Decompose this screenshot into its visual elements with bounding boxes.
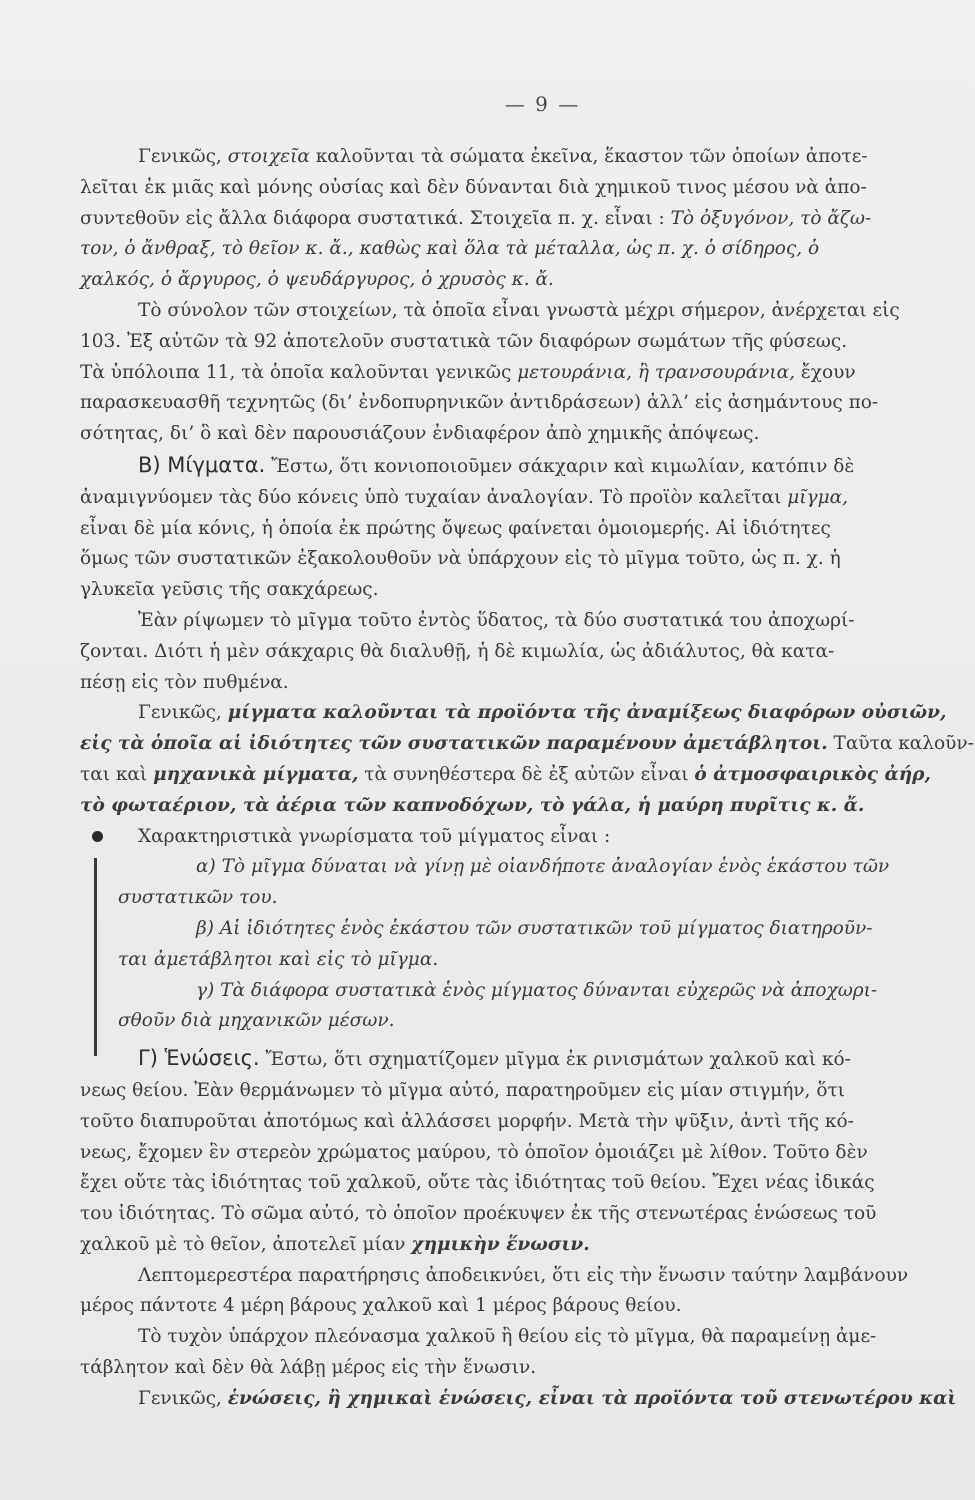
text-line: ται καὶ μηχανικὰ μίγματα, τὰ συνηθέστερα δὲ ἐξ αὐτῶν εἶναι ὁ ἀτμοσφαιρικὸς ἀήρ, — [80, 763, 931, 785]
text-line: εἶναι δὲ μία κόνις, ἡ ὁποία ἐκ πρώτης ὄψεως φαίνεται ὁμοιομερής. Αἱ ἰδιότητες — [80, 517, 831, 539]
text-line: 103. Ἐξ αὐτῶν τὰ 92 ἀποτελοῦν συστατικὰ τῶν διαφόρων σωμάτων τῆς φύσεως. — [80, 330, 848, 352]
intro-paragraph — [80, 142, 922, 296]
text-line: πέσῃ εἰς τὸν πυθμένα. — [80, 671, 289, 693]
text-line: μέρος πάντοτε 4 μέρη βάρους χαλκοῦ καὶ 1 μέρος βάρους θείου. — [80, 1295, 682, 1317]
text-line: Γενικῶς, στοιχεῖα καλοῦνται τὰ σώματα ἐκεῖνα, ἕκαστον τῶν ὁποίων ἀποτε- — [138, 146, 868, 167]
margin-bar-mark — [94, 858, 97, 1056]
page-number: — 9 — — [504, 92, 581, 116]
page-body — [80, 142, 974, 1415]
text-line: τὸ φωταέριον, τὰ ἀέρια τῶν καπνοδόχων, τὸ γάλα, ἡ μαύρη πυρῖτις κ. ἄ. — [80, 794, 865, 816]
text-line: νεως, ἔχομεν ἓν στερεὸν χρώματος μαύρου, τὸ ὁποῖον ὁμοιάζει μὲ λίθον. Τοῦτο δὲν — [80, 1141, 868, 1163]
text-line: ζονται. Διότι ἡ μὲν σάκχαρις θὰ διαλυθῇ, ἡ δὲ κιμωλία, ὡς ἀδιάλυτος, θὰ κατα- — [80, 640, 835, 662]
bullet-dot-icon — [92, 831, 103, 842]
text-line: γ) Τὰ διάφορα συστατικὰ ἑνὸς μίγματος δύνανται εὐχερῶς νὰ ἀποχωρι- — [196, 979, 878, 1001]
text-line: Τὸ σύνολον τῶν στοιχείων, τὰ ὁποῖα εἶναι γνωστὰ μέχρι σήμερον, ἀνέρχεται εἰς — [138, 299, 900, 321]
elements-count-paragraph — [80, 296, 922, 450]
text-line: ται ἀμετάβλητοι καὶ εἰς τὸ μῖγμα. — [118, 948, 439, 970]
section-heading-mixtures: Β) Μίγματα. — [138, 452, 266, 477]
characteristics-block — [80, 822, 922, 1038]
text-line: λεῖται ἐκ μιᾶς καὶ μόνης οὐσίας καὶ δὲν δύνανται διὰ χημικοῦ τινος μέσου νὰ ἀπο- — [80, 176, 867, 198]
section-heading-compounds: Γ) Ἑνώσεις. — [138, 1046, 260, 1071]
text-line: τον, ὁ ἄνθραξ, τὸ θεῖον κ. ἄ., καθὼς καὶ ὅλα τὰ μέταλλα, ὡς π. χ. ὁ σίδηρος, ὁ — [80, 238, 820, 260]
text-line: Τὸ τυχὸν ὑπάρχον πλεόνασμα χαλκοῦ ἢ θείου εἰς τὸ μῖγμα, θὰ παραμείνῃ ἀμε- — [138, 1326, 877, 1348]
text-line: Β) Μίγματα. Ἔστω, ὅτι κονιοποιοῦμεν σάκχαριν καὶ κιμωλίαν, κατόπιν δὲ — [138, 452, 855, 477]
characteristics-title: Χαρακτηριστικὰ γνωρίσματα τοῦ μίγματος εἶναι : — [138, 825, 611, 847]
text-line: του ἰδιότητας. Τὸ σῶμα αὐτό, τὸ ὁποῖον προέκυψεν ἐκ τῆς στενωτέρας ἑνώσεως τοῦ — [80, 1203, 877, 1225]
characteristics-item-b — [138, 914, 922, 945]
text-line: ἀναμιγνύομεν τὰς δύο κόνεις ὑπὸ τυχαίαν ἀναλογίαν. Τὸ προϊὸν καλεῖται μῖγμα, — [80, 486, 848, 508]
characteristics-item-a — [138, 852, 922, 883]
text-line: τάβλητον καὶ δὲν θὰ λάβῃ μέρος εἰς τὴν ἕνωσιν. — [80, 1357, 537, 1379]
section-mixtures — [80, 450, 974, 822]
text-line: Γ) Ἑνώσεις. Ἔστω, ὅτι σχηματίζομεν μῖγμα ἐκ ρινισμάτων χαλκοῦ καὶ κό- — [138, 1046, 851, 1071]
text-line: β) Αἱ ἰδιότητες ἑνὸς ἑκάστου τῶν συστατικῶν τοῦ μίγματος διατηροῦν- — [196, 917, 873, 939]
text-line: τοῦτο διαπυροῦται ἀποτόμως καὶ ἀλλάσσει μορφήν. Μετὰ τὴν ψῦξιν, ἀντὶ τῆς κό- — [80, 1110, 854, 1132]
text-line: εἰς τὰ ὁποῖα αἱ ἰδιότητες τῶν συστατικῶν παραμένουν ἀμετάβλητοι. Ταῦτα καλοῦν- — [80, 733, 974, 755]
text-line: παρασκευασθῆ τεχνητῶς (δι’ ἐνδοπυρηνικῶν ἀντιδράσεων) ἀλλ’ εἰς ἀσημάντους πο- — [80, 392, 879, 414]
text-line: σθοῦν διὰ μηχανικῶν μέσων. — [118, 1010, 395, 1032]
text-line: Ἐὰν ρίψωμεν τὸ μῖγμα τοῦτο ἐντὸς ὕδατος, τὰ δύο συστατικά του ἀποχωρί- — [138, 609, 855, 631]
text-line: ὅμως τῶν συστατικῶν ἐξακολουθοῦν νὰ ὑπάρχουν εἰς τὸ μῖγμα τοῦτο, ὡς π. χ. ἡ — [80, 548, 841, 570]
text-line: συστατικῶν του. — [118, 887, 278, 909]
text-line: συντεθοῦν εἰς ἄλλα διάφορα συστατικά. Στοιχεῖα π. χ. εἶναι : Τὸ ὀξυγόνον, τὸ ἄζω- — [80, 207, 872, 229]
text-line: χαλκοῦ μὲ τὸ θεῖον, ἀποτελεῖ μίαν χημικὴν ἕνωσιν. — [80, 1233, 590, 1255]
text-line: Τὰ ὑπόλοιπα 11, τὰ ὁποῖα καλοῦνται γενικῶς μετουράνια, ἢ τρανσουράνια, ἔχουν — [80, 361, 856, 383]
text-line: Γενικῶς, ἑνώσεις, ἢ χημικαὶ ἑνώσεις, εἶναι τὰ προϊόντα τοῦ στενωτέρου καὶ — [138, 1387, 957, 1409]
text-line: ἔχει οὔτε τὰς ἰδιότητας τοῦ χαλκοῦ, οὔτε τὰς ἰδιότητας τοῦ θείου. Ἔχει νέας ἰδικάς — [80, 1172, 875, 1194]
text-line: χαλκός, ὁ ἄργυρος, ὁ ψευδάργυρος, ὁ χρυσὸς κ. ἄ. — [80, 269, 554, 291]
text-line: νεως θείου. Ἐὰν θερμάνωμεν τὸ μῖγμα αὐτό, παρατηροῦμεν εἰς μίαν στιγμήν, ὅτι — [80, 1079, 845, 1101]
text-line: α) Τὸ μῖγμα δύναται νὰ γίνῃ μὲ οἱανδήποτε ἀναλογίαν ἑνὸς ἑκάστου τῶν — [196, 856, 890, 878]
text-line: γλυκεῖα γεῦσις τῆς σακχάρεως. — [80, 579, 379, 601]
text-line: σότητας, δι’ ὃ καὶ δὲν παρουσιάζουν ἐνδιαφέρον ἀπὸ χημικῆς ἀπόψεως. — [80, 423, 760, 445]
characteristics-item-c — [138, 976, 922, 1007]
text-line: Λεπτομερεστέρα παρατήρησις ἀποδεικνύει, ὅτι εἰς τὴν ἕνωσιν ταύτην λαμβάνουν — [138, 1264, 909, 1286]
section-compounds — [80, 1043, 957, 1415]
text-line: Γενικῶς, μίγματα καλοῦνται τὰ προϊόντα τῆς ἀναμίξεως διαφόρων οὐσιῶν, — [138, 702, 947, 724]
